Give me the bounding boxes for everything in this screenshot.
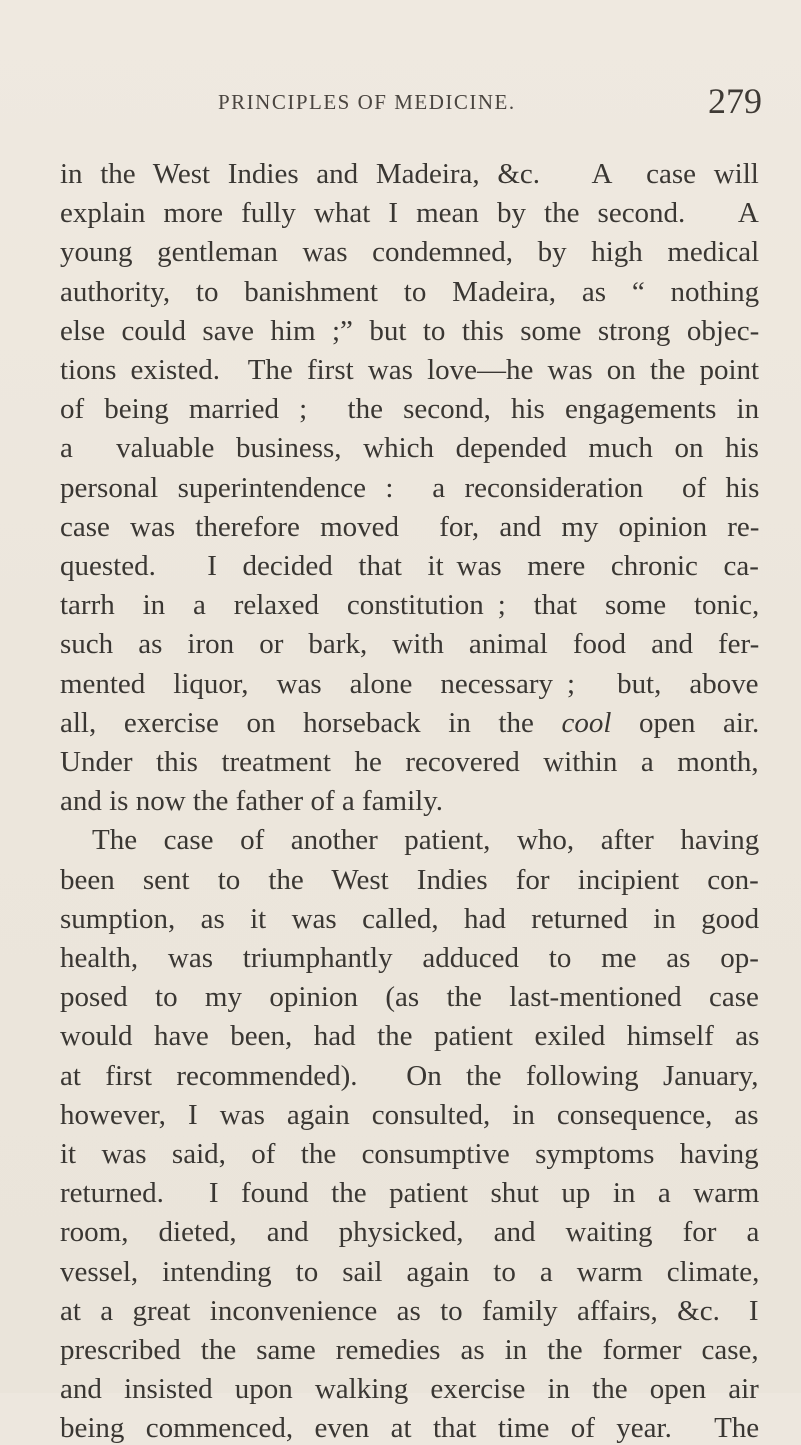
- text-line: posed to my opinion (as the last-mentioned case: [60, 981, 759, 1014]
- text-line: health, was triumphantly adduced to me as op-: [60, 942, 759, 974]
- text-line: else could save him ;” but to this some strong objec-: [60, 314, 760, 347]
- text-line: in the West Indies and Madeira, &c. A case will: [60, 158, 759, 190]
- text-line: and is now the father of a family.: [60, 785, 444, 818]
- text-line: such as iron or bark, with animal food and fer-: [60, 628, 760, 661]
- text-line: sumption, as it was called, had returned in good: [60, 902, 760, 935]
- page-number: 279: [708, 81, 762, 121]
- text-line: authority, to banishment to Madeira, as “ nothing: [60, 275, 760, 308]
- paragraph-start-line: The case of another patient, who, after having: [92, 824, 760, 857]
- running-head: [0, 70, 801, 121]
- text-line: a valuable business, which depended much on his: [60, 432, 759, 465]
- text-line: tarrh in a relaxed constitution ; that some tonic,: [60, 589, 760, 622]
- text-line: would have been, had the patient exiled himself as: [60, 1020, 760, 1053]
- text-line: and insisted upon walking exercise in the open air: [60, 1373, 759, 1406]
- text-line: prescribed the same remedies as in the former case,: [60, 1334, 759, 1366]
- text-line: mented liquor, was alone necessary ; but, above: [60, 667, 759, 700]
- text-line: at first recommended). On the following January,: [60, 1059, 759, 1092]
- text-line: young gentleman was condemned, by high medical: [60, 236, 760, 269]
- text-line: explain more fully what I mean by the second. A: [60, 197, 759, 230]
- italic-word: cool: [561, 706, 612, 739]
- text-line: it was said, of the consumptive symptoms having: [60, 1138, 759, 1170]
- text-line: personal superintendence : a reconsideration of his: [60, 471, 760, 504]
- text-line: of being married ; the second, his engagements in: [60, 393, 760, 426]
- text-line: Under this treatment he recovered within a month,: [60, 746, 759, 778]
- text-line-italic: all, exercise on horseback in the cool open air.: [60, 706, 760, 739]
- text-line: at a great inconvenience as to family affairs, &c. I: [60, 1294, 759, 1327]
- text-line: vessel, intending to sail again to a warm climate,: [60, 1255, 760, 1288]
- text-line: quested. I decided that it was mere chronic ca-: [60, 550, 759, 582]
- text-line: room, dieted, and physicked, and waiting for a: [60, 1216, 760, 1249]
- text-line: however, I was again consulted, in consequence, as: [60, 1098, 759, 1131]
- text-line: been sent to the West Indies for incipient con-: [60, 863, 759, 896]
- running-head-title: PRINCIPLES OF MEDICINE.: [218, 90, 516, 114]
- text-line: returned. I found the patient shut up in a warm: [60, 1177, 760, 1210]
- text-line: case was therefore moved for, and my opinion re-: [60, 510, 760, 543]
- text-line: tions existed. The first was love—he was on the point: [60, 354, 760, 386]
- text-line: being commenced, even at that time of year. The: [60, 1412, 760, 1445]
